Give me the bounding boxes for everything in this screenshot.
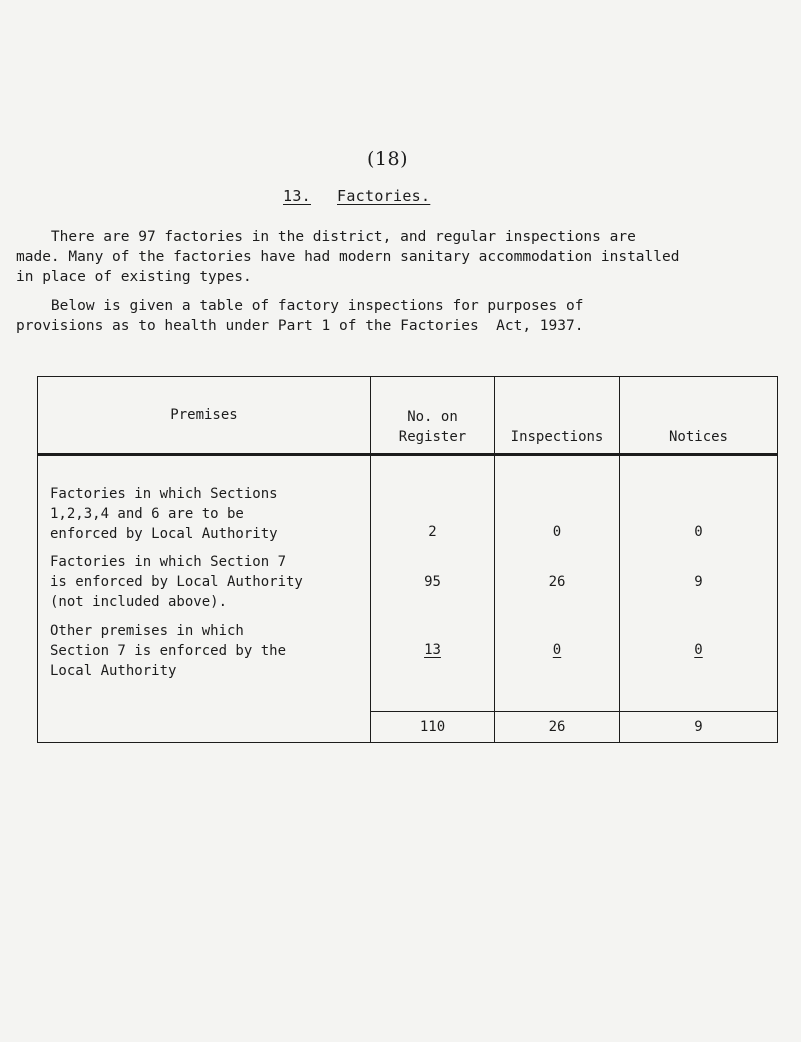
premises-row-2 bbox=[38, 552, 303, 612]
intro-paragraph bbox=[16, 227, 796, 287]
premises-line: Factories in which Section 7 bbox=[50, 554, 287, 570]
register-cell bbox=[371, 455, 495, 712]
notices-value: 0 bbox=[694, 524, 703, 540]
header-premises: Premises bbox=[38, 377, 371, 455]
total-inspections: 26 bbox=[495, 712, 620, 743]
paragraph-line: made. Many of the factories have had modern sanitary accommodation installed bbox=[16, 249, 680, 265]
table-header-row bbox=[38, 377, 778, 455]
register-value: 95 bbox=[424, 574, 441, 590]
header-register bbox=[371, 377, 495, 455]
premises-line: is enforced by Local Authority bbox=[50, 574, 303, 590]
inspections-value: 0 bbox=[552, 524, 562, 540]
register-value bbox=[371, 642, 494, 658]
inspections-cell bbox=[495, 455, 620, 712]
section-title: Factories. bbox=[337, 187, 431, 205]
paragraph-line: provisions as to health under Part 1 of the Factories Act, 1937. bbox=[16, 318, 584, 334]
header-register-line2: Register bbox=[398, 429, 467, 445]
paragraph-line: in place of existing types. bbox=[16, 269, 252, 285]
header-inspections: Inspections bbox=[495, 377, 620, 455]
premises-line: enforced by Local Authority bbox=[50, 526, 278, 542]
table-body-row bbox=[38, 455, 778, 712]
notices-value-underlined: 0 bbox=[694, 642, 703, 658]
register-value-underlined: 13 bbox=[424, 642, 441, 658]
table-intro-paragraph bbox=[16, 296, 796, 336]
premises-line: Factories in which Sections bbox=[50, 486, 278, 502]
notices-value: 9 bbox=[694, 574, 703, 590]
header-register-line1: No. on bbox=[407, 409, 458, 425]
premises-line: (not included above). bbox=[50, 594, 228, 610]
premises-line: 1,2,3,4 and 6 are to be bbox=[50, 506, 244, 522]
factory-inspections-table bbox=[37, 376, 778, 743]
inspections-value-underlined: 0 bbox=[552, 642, 562, 658]
notices-cell bbox=[620, 455, 778, 712]
page-number: (18) bbox=[367, 148, 409, 170]
premises-row-3 bbox=[38, 621, 286, 681]
paragraph-line: Below is given a table of factory inspections for purposes of bbox=[16, 298, 584, 314]
section-heading bbox=[283, 187, 430, 205]
paragraph-line: There are 97 factories in the district, and regular inspections are bbox=[16, 229, 636, 245]
header-notices: Notices bbox=[620, 377, 778, 455]
premises-line: Section 7 is enforced by the bbox=[50, 643, 287, 659]
inspections-value bbox=[495, 642, 619, 658]
total-notices: 9 bbox=[620, 712, 778, 743]
premises-line: Other premises in which bbox=[50, 623, 244, 639]
notices-value bbox=[620, 642, 777, 658]
total-register: 110 bbox=[371, 712, 495, 743]
premises-row-1 bbox=[38, 484, 278, 544]
premises-line: Local Authority bbox=[50, 663, 177, 679]
premises-cell bbox=[38, 455, 371, 743]
section-number: 13. bbox=[283, 187, 311, 205]
register-value: 2 bbox=[428, 524, 437, 540]
inspections-value: 26 bbox=[548, 574, 566, 590]
